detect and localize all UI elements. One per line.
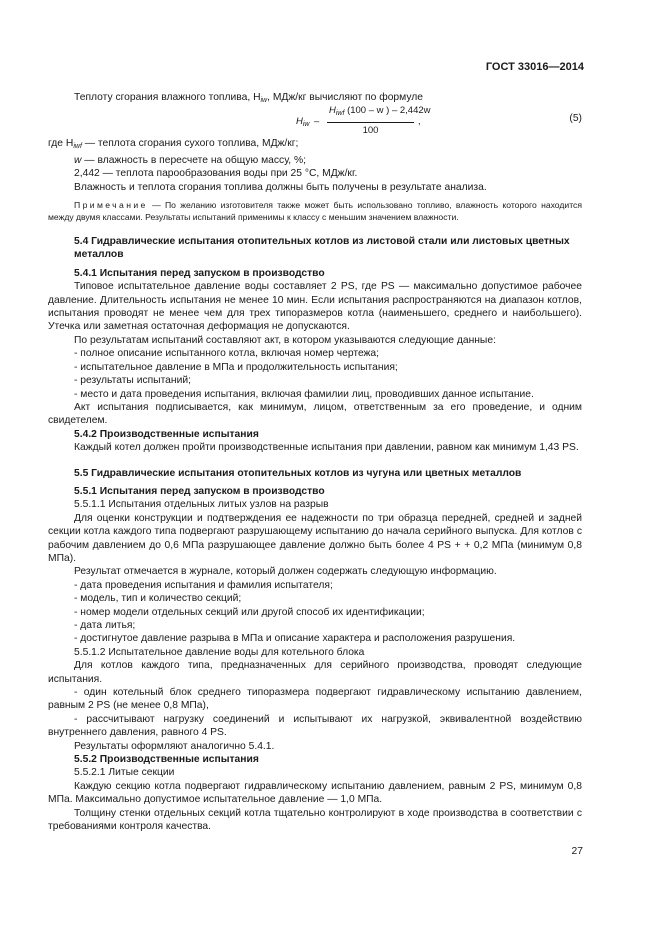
- document-header-id: ГОСТ 33016—2014: [485, 61, 584, 73]
- section-5-4-title: 5.4 Гидравлические испытания отопительных котлов из листовой стали или листовых цветных металлов: [74, 236, 570, 261]
- section-5-5-1-title: 5.5.1 Испытания перед запуском в производство: [74, 485, 325, 497]
- section-5-5-1-p2: Результат отмечается в журнале, который должен содержать следующую информацию.: [74, 566, 497, 578]
- section-5-5-2-1: 5.5.2.1 Литые секции: [74, 767, 175, 779]
- document-body: [48, 91, 582, 834]
- where-line-2: w — влажность в пересчете на общую массу, %;: [74, 154, 307, 166]
- where-line-4: Влажность и теплота сгорания топлива должны быть получены в результате анализа.: [74, 181, 487, 193]
- formula-denominator: 100: [362, 124, 379, 136]
- list-item: - полное описание испытанного котла, включая номер чертежа;: [74, 348, 380, 360]
- section-5-4-2-p1: Каждый котел должен пройти производственные испытания при давлении, равном как минимум 1,43 PS.: [74, 442, 579, 454]
- note: Примечание — По желанию изготовителя также может быть использовано топливо, влажность которого находится между двумя классами. Результаты испытаний применимы к классу с меньшим значением влажности.: [48, 200, 582, 223]
- section-5-5-2-title: 5.5.2 Производственные испытания: [74, 754, 259, 766]
- section-5-5-title: 5.5 Гидравлические испытания отопительных котлов из чугуна или цветных металлов: [74, 467, 522, 479]
- section-5-5-2-p1: Каждую секцию котла подвергают гидравлическому испытанию давлением, равным 2 PS, минимум 0,8 МПа. Максимально допустимое испытательное давление — 1,0 МПа.: [48, 780, 582, 806]
- formula-number: (5): [569, 113, 582, 125]
- where-line-1: где $H_{iwf}$ — теплота сгорания сухого топлива, МДж/кг;: [48, 138, 299, 151]
- list-item: - достигнутое давление разрыва в МПа и описание характера и расположения разрушения.: [74, 633, 516, 645]
- section-5-5-1-p5: - рассчитывают нагрузку соединений и испытывают их нагрузкой, эквивалентной воздействию внутреннего давления, равного 4 PS.: [48, 713, 582, 739]
- list-item: - номер модели отдельных секций или другой способ их идентификации;: [74, 606, 425, 618]
- section-5-5-2-p2: Толщину стенки отдельных секций котла тщательно контролируют в ходе производства в соответствии с требованиями контроля качества.: [48, 807, 582, 833]
- where-line-3: 2,442 — теплота парообразования воды при 25 °С, МДж/кг.: [74, 168, 358, 180]
- list-item: - испытательное давление в МПа и продолжительность испытания;: [74, 361, 398, 373]
- formula-intro: Теплоту сгорания влажного топлива, $H_{iw}$, МДж/кг вычисляют по формуле: [74, 92, 424, 104]
- section-5-4-1-p2: По результатам испытаний составляют акт, в котором указываются следующие данные:: [74, 334, 496, 346]
- section-5-4-2-title: 5.4.2 Производственные испытания: [74, 428, 259, 440]
- section-5-5-1-p3: Для котлов каждого типа, предназначенных для серийного производства, проводят следующие испытания.: [48, 660, 582, 685]
- formula-sign: –: [314, 116, 320, 128]
- section-5-5-1-2: 5.5.1.2 Испытательное давление воды для котельного блока: [74, 646, 365, 658]
- formula-fraction: [327, 104, 431, 137]
- formula-numerator: $H_{iwf}$ (100 – w ) – 2,442w: [327, 104, 414, 122]
- formula-5: $H_{iw}$ – $H_{iwf}$ (100 – w ) – 2,442w 100 , (5): [296, 105, 582, 136]
- list-item: - результаты испытаний;: [74, 375, 191, 387]
- section-5-5-1-p1: Для оценки конструкции и подтверждения ее надежности по три образца передней, средней и задней секции котла каждого типа подвергают разрушающему испытанию до начала серийного выпуска. Для котлов с рабочим давлением до 0,6 МПа разрушающее давление должно быть более 4 PS + + 0,2 МПа (минимум 0,8 МПа).: [48, 512, 582, 564]
- section-5-4-1-p1: Типовое испытательное давление воды составляет 2 PS, где PS — максимально допустимое рабочее давление. Длительность испытания не менее 10 мин. Если испытания распространяются на диапазон котлов, испытания проводят не менее чем для трех типоразмеров котла (наименьшего, среднего и наибольшего). Утечка или заметная остаточная деформация не допускаются.: [48, 281, 582, 333]
- section-5-4-1-p3: Акт испытания подписывается, как минимум, лицом, ответственным за его проведение, и одним свидетелем.: [48, 401, 582, 427]
- list-item: - дата литья;: [74, 620, 136, 631]
- formula-lhs: $H_{iw}$: [296, 116, 310, 129]
- section-5-4-1-title: 5.4.1 Испытания перед запуском в производство: [74, 267, 325, 279]
- page-number: 27: [571, 846, 583, 857]
- list-item: - дата проведения испытания и фамилия испытателя;: [74, 579, 333, 591]
- section-5-5-1-p4: - один котельный блок среднего типоразмера подвергают гидравлическому испытанию давлением, равным 2 PS (не менее 0,8 МПа),: [48, 687, 582, 712]
- list-item: - модель, тип и количество секций;: [74, 593, 242, 605]
- section-5-5-1-p6: Результаты оформляют аналогично 5.4.1.: [74, 740, 275, 752]
- list-item: - место и дата проведения испытания, включая фамилии лиц, проводивших данное испытание.: [74, 388, 534, 400]
- section-5-5-1-1: 5.5.1.1 Испытания отдельных литых узлов на разрыв: [74, 499, 329, 511]
